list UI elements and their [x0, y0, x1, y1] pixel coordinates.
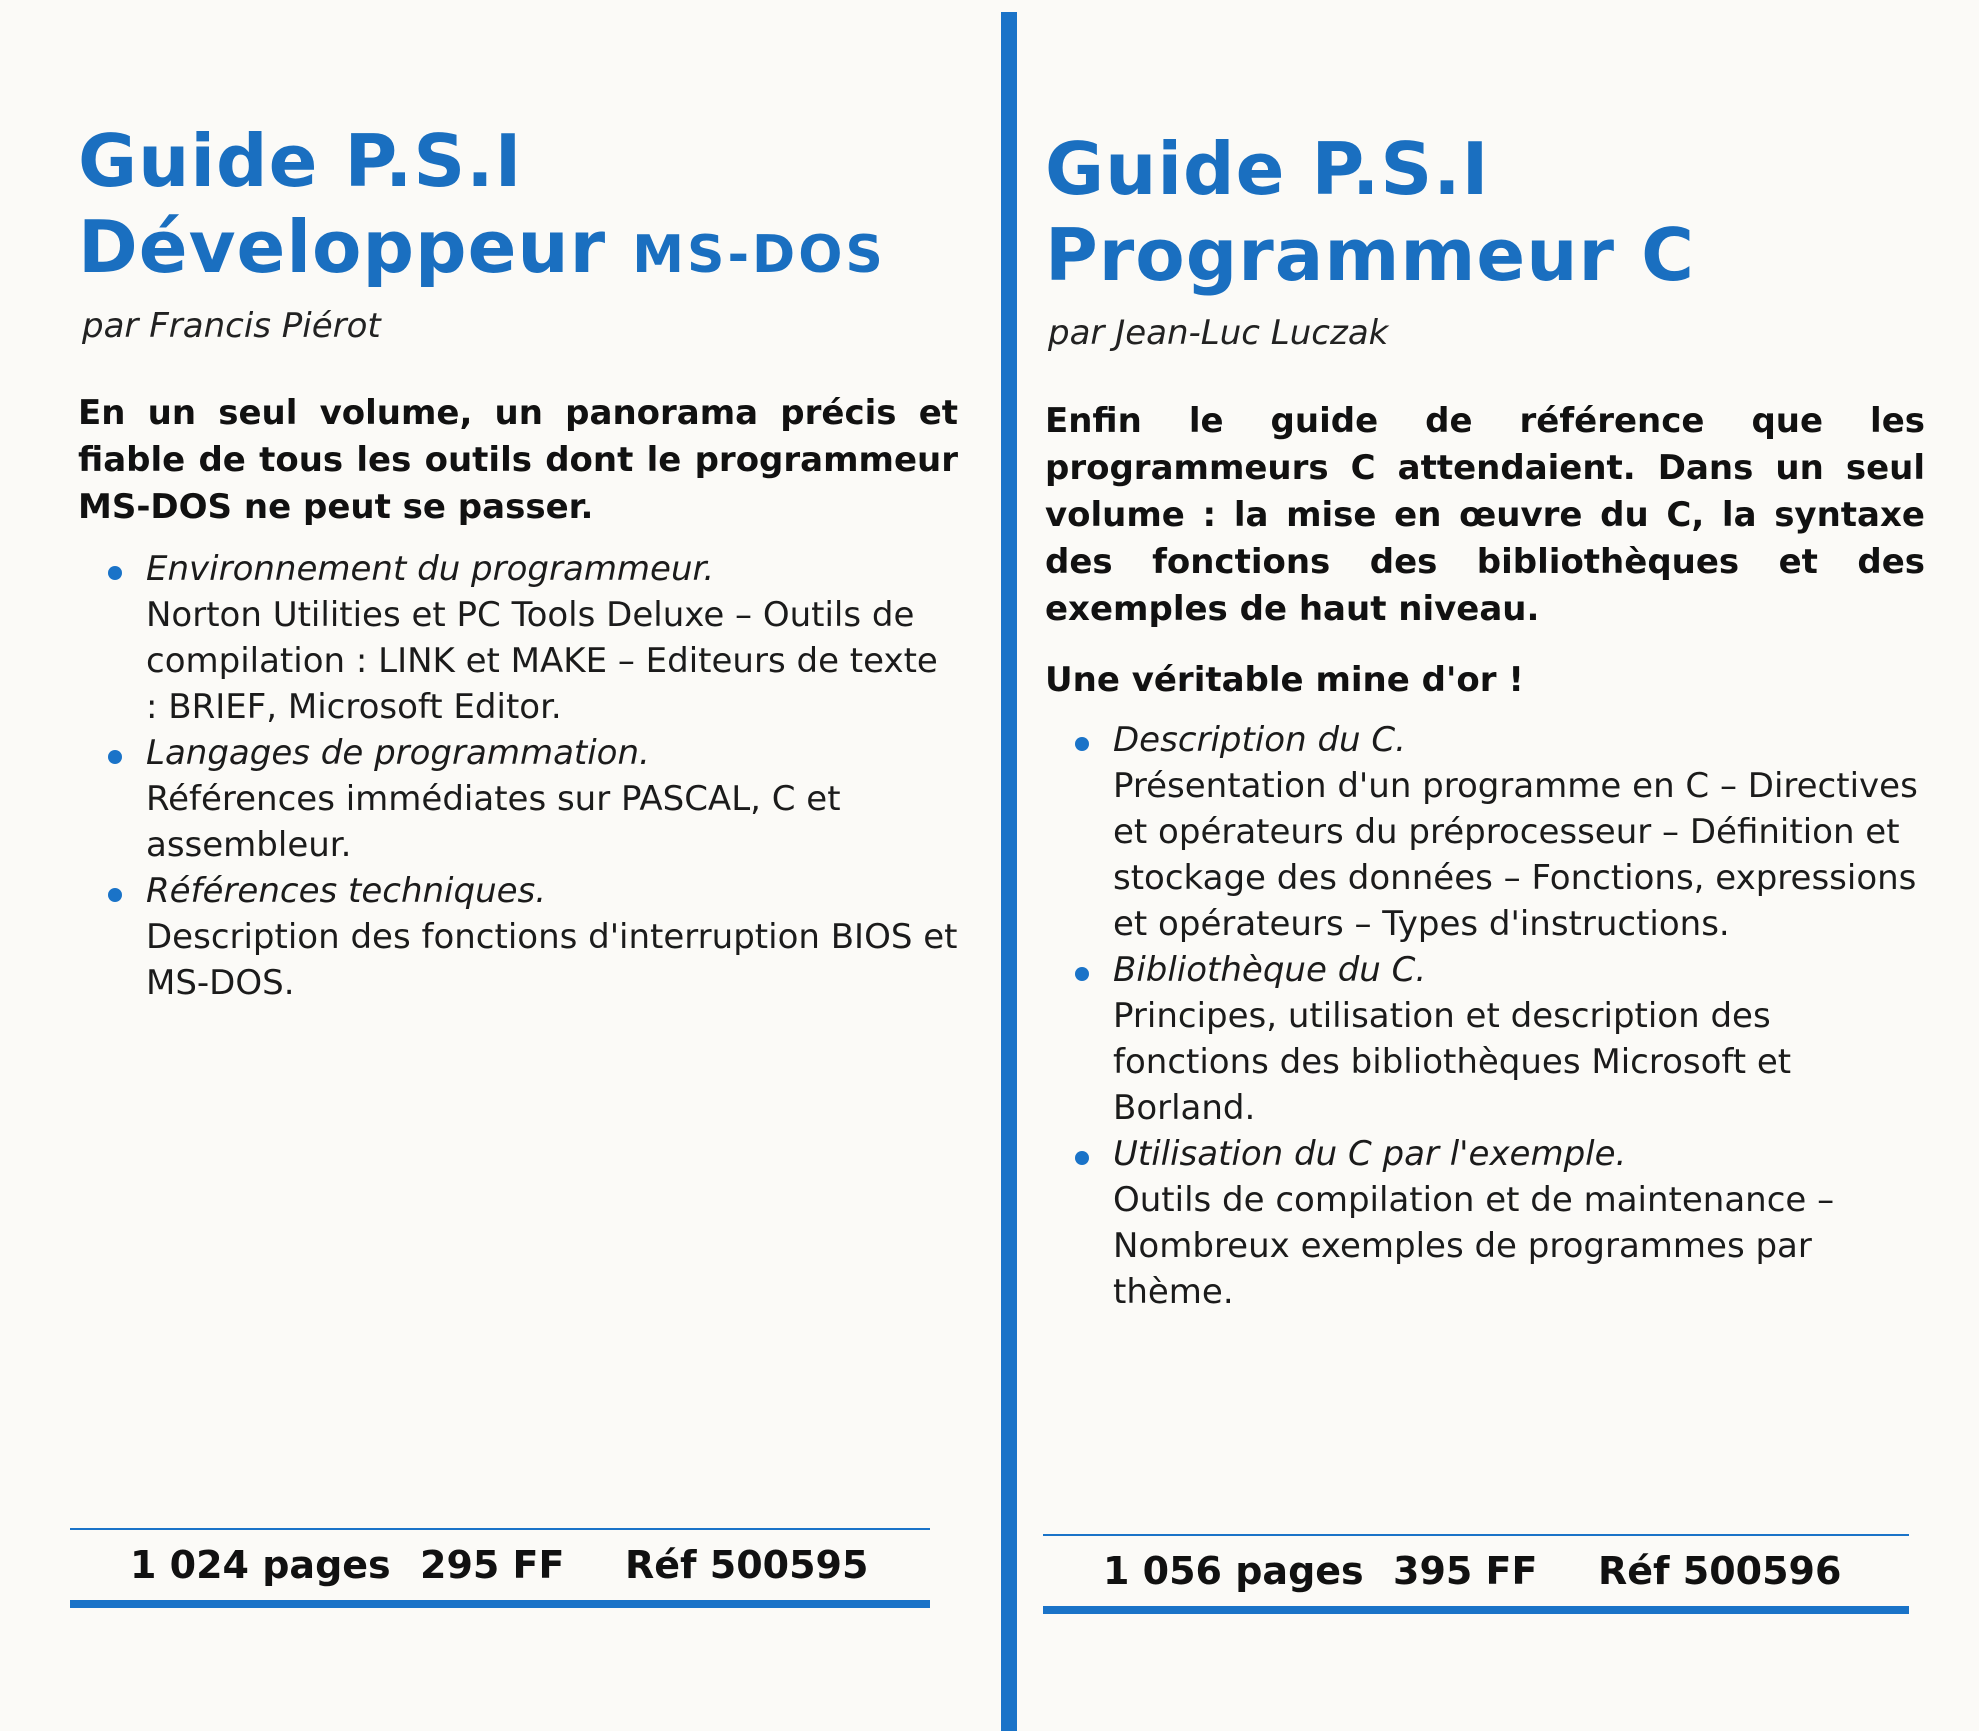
price: 295 FF [420, 1543, 565, 1587]
item-heading: Bibliothèque du C. [1113, 950, 1427, 990]
bullet-icon [1075, 967, 1089, 981]
item-body: Présentation d'un programme en C – Directives et opérateurs du préprocesseur – Définition et stockage des données – Fonctions, expressions et opérateurs – Types d'instructions. [1113, 766, 1918, 944]
item-heading: Environnement du programmeur. [146, 549, 715, 589]
list-item [108, 546, 958, 730]
title-line2: Programmeur C [1045, 213, 1695, 297]
list-item [108, 868, 958, 1006]
item-heading: Utilisation du C par l'exemple. [1113, 1134, 1627, 1174]
topic-list [108, 546, 958, 1006]
list-item [108, 730, 958, 868]
book-programmeur-c [1045, 0, 1925, 1731]
book-highlight: Une véritable mine d'or ! [1045, 660, 1524, 700]
item-body: Références immédiates sur PASCAL, C et assembleur. [146, 779, 841, 865]
list-item [1075, 1131, 1925, 1315]
item-body: Outils de compilation et de maintenance – Nombreux exemples de programmes par thème. [1113, 1180, 1835, 1312]
list-item [1075, 947, 1925, 1131]
title-line2-suffix: MS-DOS [632, 225, 886, 285]
book-developpeur-msdos [78, 0, 958, 1731]
price: 395 FF [1393, 1549, 1538, 1593]
bullet-icon [108, 566, 122, 580]
bullet-icon [1075, 737, 1089, 751]
item-body: Description des fonctions d'interruption BIOS et MS-DOS. [146, 917, 958, 1003]
book-author: par Jean-Luc Luczak [1048, 313, 1389, 353]
reference-number: Réf 500595 [625, 1543, 869, 1587]
item-heading: Description du C. [1113, 720, 1406, 760]
item-heading: Langages de programmation. [146, 733, 650, 773]
book-specs [70, 1530, 930, 1600]
item-body: Principes, utilisation et description des fonctions des bibliothèques Microsoft et Borland. [1113, 996, 1792, 1128]
title-line2: Développeur [78, 205, 633, 289]
item-body: Norton Utilities et PC Tools Deluxe – Outils de compilation : LINK et MAKE – Editeurs de texte : BRIEF, Microsoft Editor. [146, 595, 938, 727]
book-title [1045, 126, 1695, 298]
reference-number: Réf 500596 [1598, 1549, 1842, 1593]
book-intro: Enfin le guide de référence que les programmeurs C attendaient. Dans un seul volume : la mise en œuvre du C, la syntaxe des fonctions des bibliothèques et des exemples de haut niveau. [1045, 401, 1925, 629]
column-divider [1001, 12, 1017, 1731]
book-footer [70, 1528, 930, 1608]
bullet-icon [108, 750, 122, 764]
bullet-icon [1075, 1151, 1089, 1165]
book-footer [1043, 1534, 1909, 1614]
page-count: 1 024 pages [130, 1543, 391, 1587]
book-intro: En un seul volume, un panorama précis et fiable de tous les outils dont le programmeur MS-DOS ne peut se passer. [78, 393, 958, 527]
book-title [78, 118, 886, 298]
item-heading: Références techniques. [146, 871, 547, 911]
title-line1: Guide P.S.I [78, 119, 523, 203]
book-author: par Francis Piérot [82, 306, 381, 346]
list-item [1075, 717, 1925, 947]
topic-list [1075, 717, 1925, 1315]
divider [70, 1600, 930, 1608]
divider [1043, 1606, 1909, 1614]
bullet-icon [108, 888, 122, 902]
book-specs [1043, 1536, 1909, 1606]
page-count: 1 056 pages [1103, 1549, 1364, 1593]
title-line1: Guide P.S.I [1045, 127, 1490, 211]
